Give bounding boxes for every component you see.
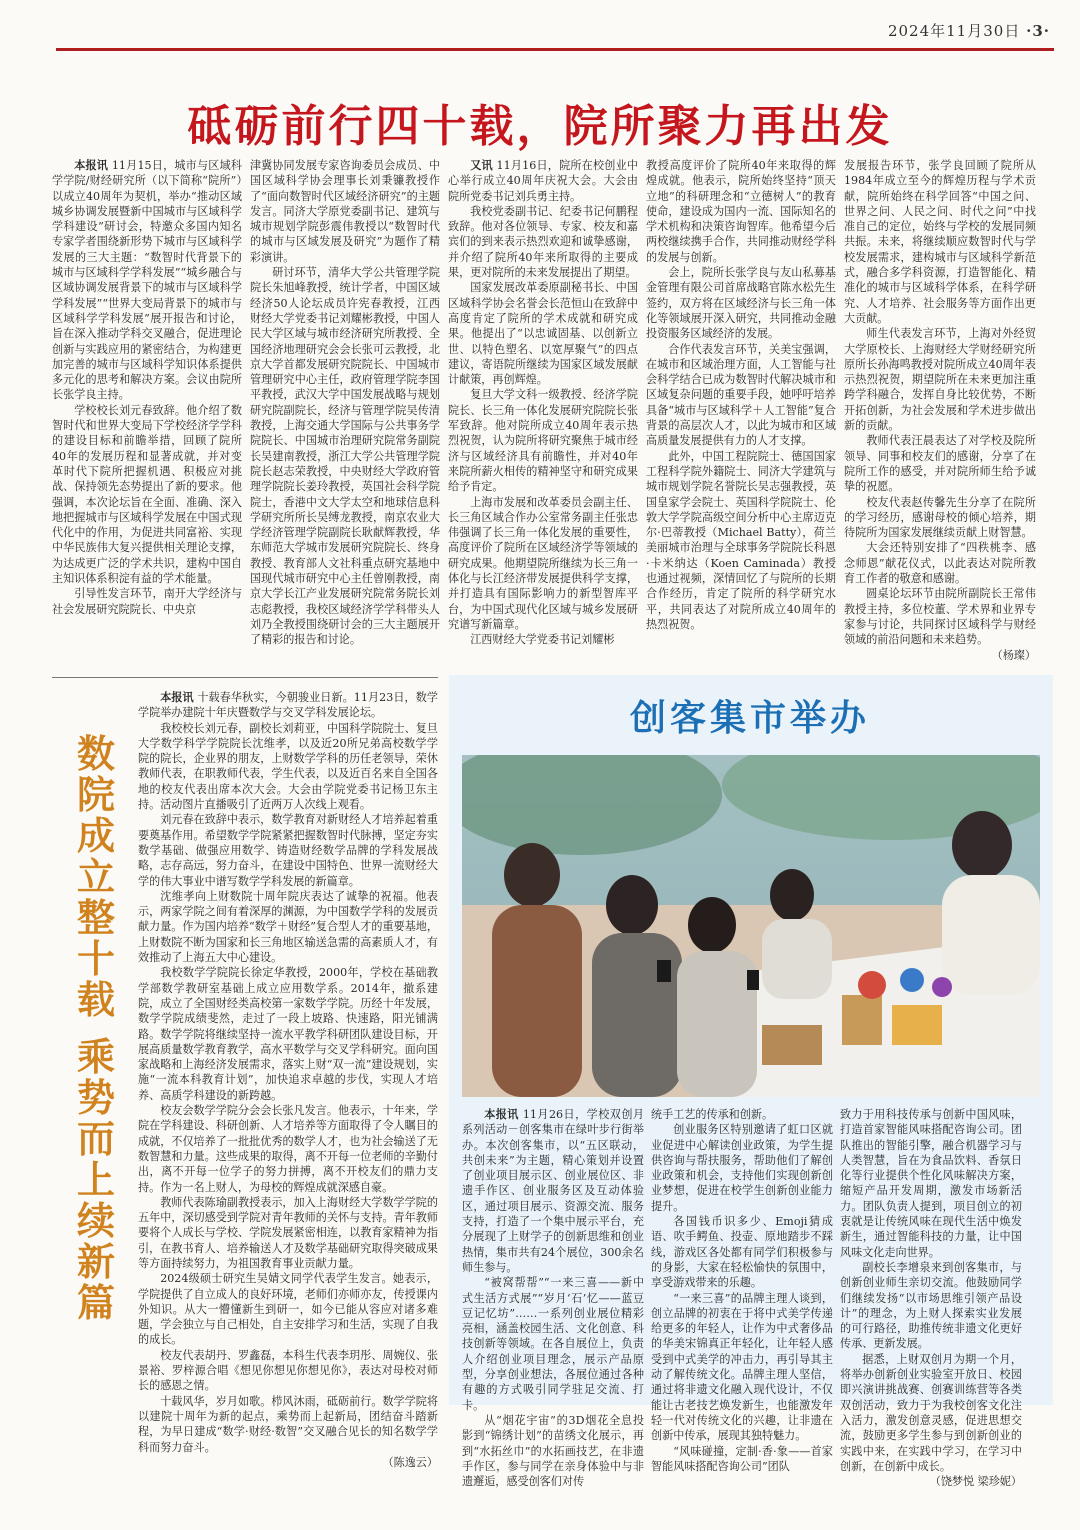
article1-column-4: 教授高度评价了院所40年来取得的辉煌成就。他表示，院所始终坚持“顶天立地”的科研理念和“立德树人”的教育使命，建设成为国内一流、国际知名的学术机构和决策咨询智库。他希望今后两校继续携手合作，共同推动财经学科的发展与创新。 会上，院所长张学良与友山私募基金管理有限公司首席战略官陈水松先生签约，双方将在区域经济与长三角一体化等领域展开深入研究，共同推动金融投资服务区域经济的发展。 合作代表发言环节，关美宝强调，在城市和区域治理方面，人工智能与社会科学结合已成为数智时代解决城市和区域复杂问题的重要手段，她呼吁培养具备“城市与区域科学＋人工智能”复合背景的高层次人才，以此为城市和区域高质量发展提供有力的人才支撑。 此外，中国工程院院士、德国国家工程科学院外籍院士、同济大学建筑与城市规划学院名誉院长吴志强教授，英国皇家学会院士、英国科学院院士、伦敦大学学院高级空间分析中心主席迈克尔·巴蒂教授（Michael Batty），荷兰美丽城市治理与全球事务学院院长科恩·卡米纳达（Koen Caminada）教授也通过视频，深情回忆了与院所的长期合作经历，肯定了院所的科学研究水平，共同表达了对院所成立40周年的热烈祝贺。 <box>646 159 836 631</box>
issue-date: 2024年11月30日 ·3· <box>887 22 1050 40</box>
article1-column-2: 津冀协同发展专家咨询委员会成员、中国区域科学协会理事长刘秉镰教授作了“面向数智时代区域经济研究”的主题发言。同济大学原党委副书记、建筑与城市规划学院彭震伟教授以“数智时代的城市与区域发展及研究”为题作了精彩演讲。 研讨环节，清华大学公共管理学院院长朱旭峰教授，统计学者，中国区域经济50人论坛成员许宪春教授，江西财经大学党委书记刘耀彬教授，中国人民大学区域与城市经济研究所教授、全国经济地理研究会会长张可云教授，北京大学首都发展研究院院长、中国城市管理研究中心主任，政府管理学院李国平教授，武汉大学中国发展战略与规划研究院副院长，经济与管理学院吴传清教授，上海交通大学国际与公共事务学院院长、中国城市治理研究院常务副院长吴建南教授，浙江大学公共管理学院院长赵志荣教授，中央财经大学政府管理学院院长姜玲教授，英国社会科学院院士，香港中文大学太空和地球信息科学研究所所长吴缚龙教授，南京农业大学经济管理学院副院长耿献辉教授，华东师范大学城市发展研究院院长、终身教授、教育部人文社科重点研究基地中国现代城市研究中心主任曾刚教授，南京大学长江产业发展研究院常务院长刘志彪教授，我校区域经济学学科带头人刘乃全教授围绕研讨会的三大主题展开了精彩的报告和讨论。 <box>250 159 440 647</box>
header-rule <box>56 48 1054 51</box>
article1-column-1: 本报讯 11月15日，城市与区域科学学院/财经研究所（以下简称“院所”）以成立40周年为契机，举办“推动区域城乡协调发展暨新中国城市与区域科学学科建设”研讨会，特邀众多国内知名专家学者围绕新形势下城市与区域科学发展的三大主题：“数智时代背景下的城市与区域科学学科发展”“城乡融合与区域协调发展背景下的城市与区域科学学科发展”“世界大变局背景下的城市与区域科学学科发展”展开报告和讨论，旨在深入推动学科交叉融合，促进理论创新与实践应用的紧密结合，为构建更加完善的城市与区域科学知识体系提供多元化的思考和解决方案。会议由院所长张学良主持。 学校校长刘元春致辞。他介绍了数智时代和世界大变局下学校经济学学科的建设目标和前瞻举措，回顾了院所40年的发展历程和显著成就，并对变革时代下院所把握机遇、积极应对挑战、保持领先态势提出了新的要求。他强调，本次论坛旨在全面、准确、深入地把握城市与区域科学发展在中国式现代化中的作用，为促进共同富裕、实现中华民族伟大复兴提供相关理论支撑，为达成更广泛的学术共识，建构中国自主知识体系积淀有益的学术能量。 引导性发言环节，南开大学经济与社会发展研究院院长、中央京 <box>52 159 242 616</box>
headline-article2: 数院成立整十载 乘势而上续新篇 <box>76 731 115 1325</box>
article2-body: 本报讯 十载春华秋实，今朝骏业日新。11月23日，数学学院举办建院十年庆暨数学与交叉学科发展论坛。 我校校长刘元春，副校长刘莉亚，中国科学院院士、复旦大学数学科学学院院长沈维孝，以及近20所兄弟高校数学学院的院长，企业界的朋友，上财数学学科的历任老领导，荣休教师代表，在职教师代表，学生代表，以及近百名来自全国各地的校友代表出席本次大会。大会由学院党委书记杨卫东主持。活动图片直播吸引了近两万人次线上观看。 刘元春在致辞中表示，数学教育对新财经人才培养起着重要奠基作用。希望数学学院紧紧把握数智时代脉搏，坚定夯实数学基础、做强应用数学、铸造财经数学品牌的学科发展战略，志存高远，努力奋斗，在建设中国特色、世界一流财经大学的伟大事业中谱写数学学科发展的新篇章。 沈维孝向上财数院十周年院庆表达了诚挚的祝福。他表示，两家学院之间有着深厚的渊源，为中国数学学科的发展贡献力量。作为国内培养“数学＋财经”复合型人才的重要基地，上财数院不断为国家和长三角地区输送急需的高素质人才，有效推动了上海五大中心建设。 我校数学学院院长徐定华教授，2000年，学校在基础教学部数学教研室基础上成立应用数学系。2014年，撤系建院，成立了全国财经类高校第一家数学学院。历经十年发展，数学学院成绩斐然，走过了一段上坡路、快速路，阳光铺满路。数学学院将继续坚持一流水平教学科研团队建设目标，开展高质量数学教育教学，高水平数学与交叉学科研究。面向国家战略和上海经济发展需求，落实上财“双一流”建设规划，实施“一流本科教育计划”，加快追求卓越的步伐，实现人才培养、高质学科建设的新跨越。 校友会数学学院分会会长张凡发言。他表示，十年来，学院在学科建设、科研创新、人才培养等方面取得了令人瞩目的成就，不仅培养了一批批优秀的数学人才，也为社会输送了无数智慧和力量。这些成果的取得，离不开每一位老师的辛勤付出，离不开每一位学子的努力拼搏，离不开校友们的鼎力支持。作为一名上财人，为母校的辉煌成就深感自豪。 教师代表陈瑜副教授表示，加入上海财经大学数学学院的五年中，深切感受到学院对青年教师的关怀与支持。青年教师要将个人成长与学校、学院发展紧密相连，以教育家精神为指引，在教书育人、培养输送人才及数学基础研究取得突破成果等方面持续努力，为祖国教育事业贡献力量。 2024级硕士研究生吴婧文同学代表学生发言。她表示，学院提供了自立成人的良好环境，老师们亦师亦友，传授课内外知识。从大一懵懂新生到研一，如今已能从容应对诸多难题，学会独立与自己相处，自主安排学习和生活，实现了自我的成长。 校友代表胡丹、罗鑫磊，本科生代表李玥彤、周婉仪、张景裕、罗梓源合唱《想见你想见你想见你》，表达对母校对师长的感恩之情。 十载风华，岁月如歌。栉风沐雨，砥砺前行。数学学院将以建院十周年为新的起点，乘势而上起新局，团结奋斗踏新程，为早日建成“数学·财经·数智”交叉融合见长的知名数学学科而努力奋斗。 （陈逸云） <box>138 691 438 1469</box>
market-photo <box>462 755 1040 1097</box>
section-divider <box>52 677 438 678</box>
headline-article1: 砥砺前行四十载，院所聚力再出发 <box>187 101 893 152</box>
article1-column-5: 发展报告环节，张学良回顾了院所从1984年成立至今的辉煌历程与学术贡献，院所始终在科学回答“中国之问、世界之问、人民之问、时代之问”中找准自己的定位，始终与学校的发展同频共振。未来，将继续顺应数智时代与学校发展需求，建构城市与区域科学新范式，融合多学科资源，打造智能化、精准化的城市与区域科学体系，在科学研究、人才培养、社会服务等方面作出更大贡献。 师生代表发言环节，上海对外经贸大学原校长、上海财经大学财经研究所原所长孙海鸣教授对院所成立40周年表示热烈祝贺，期望院所在未来更加注重跨学科融合，发挥自身比较优势，不断开拓创新，为社会发展和学术进步做出新的贡献。 教师代表汪晨表达了对学校及院所领导、同事和校友们的感谢，分享了在院所工作的感受，并对院所师生给予诚挚的祝愿。 校友代表赵传馨先生分享了在院所的学习经历，感谢母校的倾心培养，期待院所为国家发展继续贡献上财智慧。 大会还特别安排了“四秩桃李、感念师恩”献花仪式，以此表达对院所教育工作者的敬意和感谢。 圆桌论坛环节由院所副院长王常伟教授主持，多位校董、学术界和业界专家参与讨论，共同探讨区域科学与财经领域的前沿问题和未来趋势。 （杨璨） <box>844 159 1036 662</box>
article3-column-1: 本报讯 11月26日，学校双创月系列活动－创客集市在绿叶步行街举办。本次创客集市，以“五区联动，共创未来”为主题，精心策划并设置了创业项目展示区、创业展位区、非遗手作区、创业服务区及互动体验区，通过项目展示、资源交流、服务支持，打造了一个集中展示平台，充分展现了上财学子的创新思维和创业热情，集市共有24个展位，300余名师生参与。 “被窝帮帮”“一来三喜——新中式生活方式展”“岁月‘石’忆——蓝豆豆记忆坊”……一系列创业展位精彩亮相，涵盖校园生活、文化创意、科技创新等领域。在各自展位上，负责人介绍创业项目理念，展示产品原型，分享创业想法，各展位通过各种有趣的方式吸引同学驻足交流、打卡。 从“烟花宇宙”的3D烟花全息投影到“锦绣计划”的苗绣文化展示，再到“水拓丝巾”的水拓画技艺，在非遗手作区，参与同学在亲身体验中与非遗邂逅，感受创客们对传 <box>462 1108 644 1489</box>
headline-article3: 创客集市举办 <box>629 697 870 739</box>
article3-column-2: 统手工艺的传承和创新。 创业服务区特别邀请了虹口区就业促进中心解读创业政策，为学生提供咨询与帮扶服务，帮助他们了解创业政策和机会，支持他们实现创新创业梦想，促进在校学生创新创业能力提升。 各国钱币识多少、Emoji猜成语、吹手鳄鱼、投壶、原地踏步不踩线，游戏区各处都有同学们积极参与的身影，大家在轻松愉快的氛围中，享受游戏带来的乐趣。 “一来三喜”的品牌主理人谈到，创立品牌的初衷在于将中式美学传递给更多的年轻人，让作为中式奢侈品的华美宋锦真正年轻化，让年轻人感受到中式美学的冲击力，再引导其主动了解传统文化。品牌主理人坚信，通过将非遗文化融入现代设计，不仅能让古老技艺焕发新生，也能激发年轻一代对传统文化的兴趣，让非遗在创新中传承，展现其独特魅力。 “风味碰撞，定制·香·象——首家智能风味搭配咨询公司”团队 <box>651 1108 833 1473</box>
article3-column-3: 致力于用科技传承与创新中国风味，打造首家智能风味搭配咨询公司。团队推出的智能引擎，融合机器学习与人类智慧，旨在为食品饮料、香氛日化等行业提供个性化风味解决方案，缩短产品开发周期，激发市场新活力。团队负责人提到，项目创立的初衷就是让传统风味在现代生活中焕发新生，通过智能科技的力量，让中国风味文化走向世界。 副校长李增泉来到创客集市，与创新创业师生亲切交流。他鼓励同学们继续发扬“以市场思维引领产品设计”的理念，为上财人探索实业发展的可行路径，助推传统非遗文化更好传承、更新发展。 据悉，上财双创月为期一个月，将举办创新创业实验室开放日、校园即兴演讲挑战赛、创赛训练营等各类双创活动，致力于为我校创客文化注入活力，激发创意灵感，促进思想交流，鼓励更多学生参与到创新创业的实践中来，在实践中学习，在学习中创新，在创新中成长。 （饶梦悦 梁珍妮） <box>840 1108 1022 1489</box>
article1-column-3: 又讯 11月16日，院所在校创业中心举行成立40周年庆祝大会。大会由院所党委书记刘兵勇主持。 我校党委副书记、纪委书记何鹏程致辞。他对各位领导、专家、校友和嘉宾们的到来表示热烈欢迎和诚挚感谢，并介绍了院所40年来所取得的主要成果，更对院所的未来发展提出了期望。 国家发展改革委原副秘书长、中国区域科学协会名誉会长范恒山在致辞中高度肯定了院所的学术成就和研究成果。他提出了“以忠诚固基、以创新立世、以特色塑名、以宽厚聚气”的四点建议，寄语院所继续为国家区域发展献计献策，再创辉煌。 复旦大学文科一级教授、经济学院院长、长三角一体化发展研究院院长张军致辞。他对院所成立40周年表示热烈祝贺，认为院所将研究聚焦于城市经济与区域经济具有前瞻性，并对40年来院所薪火相传的精神坚守和研究成果给予肯定。 上海市发展和改革委员会副主任、长三角区域合作办公室常务副主任张忠伟强调了长三角一体化发展的重要性，高度评价了院所在区域经济学等领域的研究成果。他期望院所继续为长三角一体化与长江经济带发展提供科学支撑，并打造具有国际影响力的新型智库平台，为中国式现代化区域与城乡发展研究谱写新篇章。 江西财经大学党委书记刘耀彬 <box>448 159 638 647</box>
